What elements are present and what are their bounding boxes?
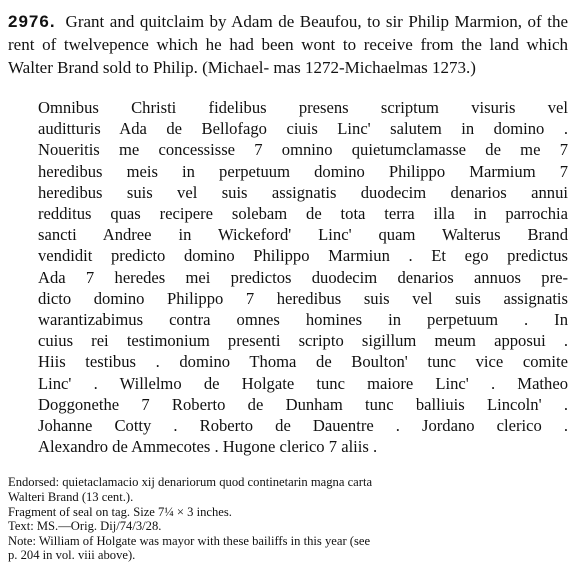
charter-text (38, 97, 568, 457)
text-source-note: Text: MS.—Orig. Dij/74/3/28. (8, 519, 162, 534)
editorial-notes (8, 475, 568, 563)
charter-line: Alexandro de Ammecotes . Hugone clerico 7 aliis . (38, 437, 378, 457)
charter-line: auditturis Ada de Bellofago ciuis Linc' salutem in domino . (38, 119, 568, 139)
endorsement-note-cont: Walteri Brand (13 cent.). (8, 490, 134, 505)
charter-line: warantizabimus contra omnes homines in perpetuum . In (38, 310, 568, 330)
charter-line: cuius rei testimonium presenti scripto sigillum meum apposui . (38, 331, 568, 351)
charter-line: Hiis testibus . domino Thoma de Boulton' tunc vice comite (38, 352, 568, 372)
charter-line: heredibus meis in perpetuum domino Philippo Marmium 7 (38, 161, 568, 181)
entry-summary-line: receive from the land which Walter Brand sold to Philip. (Michael- (8, 35, 568, 77)
mayor-note: Note: William of Holgate was mayor with these bailiffs in this year (see (8, 533, 371, 548)
charter-line: Ada 7 heredes mei predictos duodecim denarios annuos pre- (38, 267, 568, 287)
charter-line: Linc' . Willelmo de Holgate tunc maiore Linc' . Matheo (38, 373, 568, 393)
endorsement-note: Endorsed: quietaclamacio xij denariorum quod continetarin magna carta (8, 475, 373, 490)
charter-line: vendidit predicto domino Philippo Marmiun . Et ego predictus (38, 246, 568, 266)
charter-line: Omnibus Christi fidelibus presens scriptum visuris vel (38, 98, 568, 117)
entry-heading (8, 10, 568, 79)
entry-number: 2976. (8, 12, 56, 31)
entry-summary-line: mas 1272-Michaelmas 1273.) (273, 58, 476, 77)
charter-line: dicto domino Philippo 7 heredibus suis vel suis assignatis (38, 288, 568, 308)
seal-note: Fragment of seal on tag. Size 7¼ × 3 inches. (8, 504, 232, 519)
charter-line: redditus quas recipere solebam de tota terra illa in parrochia (38, 204, 568, 224)
entry-summary-line: Marmion, of the rent of twelvepence which he had been wont to (8, 12, 568, 54)
charter-line: Noueritis me concessisse 7 omnino quietumclamasse de me 7 (38, 140, 568, 160)
entry-summary-line: Grant and quitclaim by Adam de Beaufou, to sir Philip (65, 12, 449, 31)
document-page (8, 10, 568, 563)
mayor-note-cont: p. 204 in vol. viii above). (8, 548, 136, 563)
charter-line: sancti Andree in Wickeford' Linc' quam Walterus Brand (38, 225, 568, 245)
charter-line: Doggonethe 7 Roberto de Dunham tunc balliuis Lincoln' . (38, 394, 568, 414)
charter-line: Johanne Cotty . Roberto de Dauentre . Jordano clerico . (38, 416, 568, 436)
charter-line: heredibus suis vel suis assignatis duodecim denarios annui (38, 182, 568, 202)
